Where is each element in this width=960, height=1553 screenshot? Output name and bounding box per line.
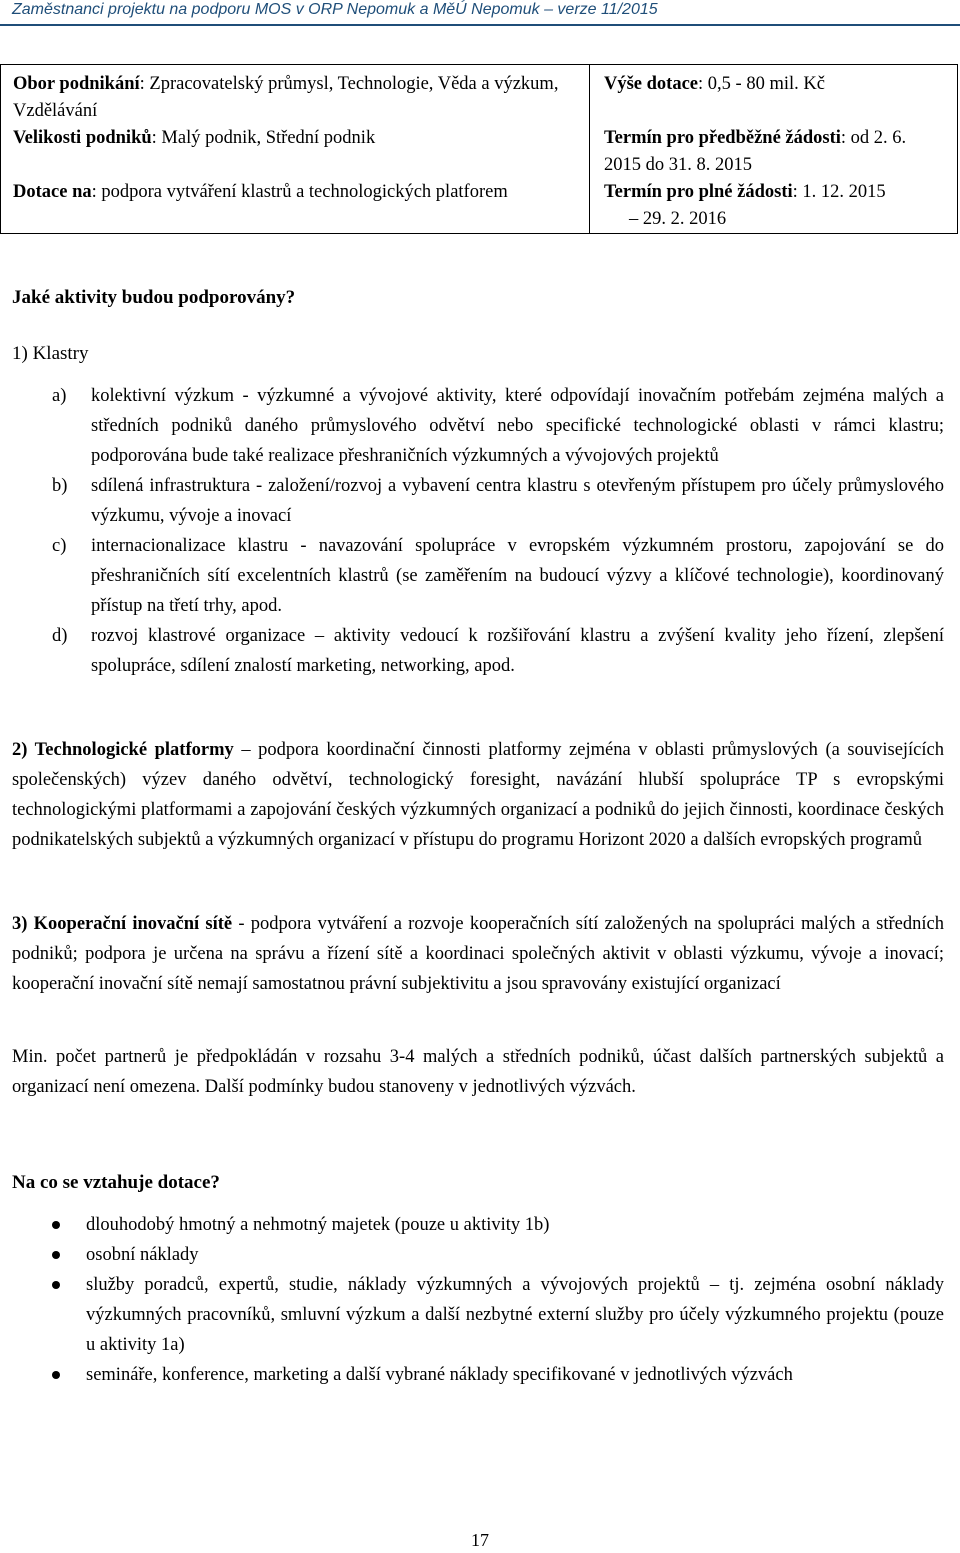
site-paragraph	[12, 909, 944, 999]
list-item-text: kolektivní výzkum - výzkumné a vývojové aktivity, které odpovídají inovačním potřebám zejména malých a středních podniků daného průmyslového odvětví nebo specifické technologické oblasti v rámci klastru; podporována bude také realizace přeshraničních výzkumných a vývojových projektů	[91, 386, 944, 466]
info-velikosti-label: Velikosti podniků	[13, 128, 152, 148]
list-item	[52, 1270, 944, 1360]
info-predbezne-label: Termín pro předběžné žádosti	[604, 128, 841, 148]
page-header-title: Zaměstnanci projektu na podporu MOS v ORP Nepomuk a MěÚ Nepomuk – verze 11/2015	[12, 1, 658, 18]
header-divider	[0, 24, 960, 26]
klastry-list	[52, 381, 944, 681]
info-vyse	[604, 71, 937, 98]
dotace-heading: Na co se vztahuje dotace?	[12, 1172, 220, 1193]
bullet-icon	[52, 1371, 60, 1379]
list-item	[52, 621, 944, 681]
site-text: - podpora vytváření a rozvoje kooperačních sítí založených na spolupráci malých a středních podniků; podpora je určena na správu a řízení sítě a koordinaci společných aktivit v oblasti výzkumu, vývoje a inovací; kooperační inovační sítě nemají samostatnou právní subjektivitu a jsou spravovány existující organizací	[12, 914, 944, 994]
aktivity-heading: Jaké aktivity budou podporovány?	[12, 287, 296, 308]
info-plne-value-end: – 29. 2. 2016	[629, 209, 727, 229]
info-predbezne	[604, 125, 937, 179]
list-item	[52, 1240, 944, 1270]
bullet-icon	[52, 1221, 60, 1229]
platformy-text: – podpora koordinační činnosti platformy zejména v oblasti průmyslových (a souvisejících společenských) výzev daného odvětví, technologický foresight, navázání hlubší spolupráce TP s evropskými technologickými platformami a zapojování českých výzkumných organizací a podniků do jejich činnosti, koordinace českých podnikatelských subjektů a výzkumných organizací v přístupu do programu Horizont 2020 a dalších evropských programů	[12, 740, 944, 850]
list-item-text: služby poradců, expertů, studie, náklady výzkumných a vývojových projektů – tj. zejména osobní náklady výzkumných pracovníků, smluvní výzkum a další nezbytné externí služby pro účely výzkumného projektu (pouze u aktivity 1a)	[86, 1275, 944, 1355]
klastry-heading: 1) Klastry	[12, 343, 89, 364]
list-item-text: dlouhodobý hmotný a nehmotný majetek (pouze u aktivity 1b)	[86, 1215, 550, 1235]
list-item-text: internacionalizace klastru - navazování spolupráce v evropském výzkumném prostoru, zapojování se do přeshraničních sítí excelentních klastrů (se zaměřením na budoucí výzvy a klíčové technologie), koordinovaný přístup na třetí trhy, apod.	[91, 536, 944, 616]
info-dotace-na-value: : podpora vytváření klastrů a technologických platforem	[91, 182, 508, 202]
partneri-paragraph: Min. počet partnerů je předpokládán v rozsahu 3-4 malých a středních podniků, účast dalších partnerských subjektů a organizací není omezena. Další podmínky budou stanoveny v jednotlivých výzvách.	[12, 1047, 944, 1097]
platformy-paragraph	[12, 735, 944, 855]
list-item-text: sdílená infrastruktura - založení/rozvoj a vybavení centra klastru s otevřeným přístupem pro účely průmyslového výzkumu, vývoje a inovací	[91, 476, 944, 526]
info-predbezne-value: : od 2. 6. 2015 do 31. 8. 2015	[604, 128, 907, 175]
info-plne-label: Termín pro plné žádosti	[604, 182, 793, 202]
info-dotace-na	[13, 179, 577, 206]
info-vyse-value: : 0,5 - 80 mil. Kč	[698, 74, 825, 94]
list-item-text: semináře, konference, marketing a další vybrané náklady specifikované v jednotlivých výzvách	[86, 1365, 793, 1385]
list-item	[52, 1360, 944, 1390]
site-title: 3) Kooperační inovační sítě	[12, 914, 233, 934]
bullet-icon	[52, 1251, 60, 1259]
info-plne	[604, 179, 937, 233]
list-item-text: osobní náklady	[86, 1245, 199, 1265]
info-obor-value: : Zpracovatelský průmysl, Technologie, Věda a výzkum, Vzdělávání	[13, 74, 559, 121]
info-left-column	[1, 65, 590, 234]
list-item	[52, 381, 944, 471]
info-right-column	[590, 65, 958, 234]
bullet-icon	[52, 1281, 60, 1289]
list-item-mark: a)	[52, 386, 67, 406]
list-item	[52, 1210, 944, 1240]
info-obor	[13, 71, 577, 125]
list-item	[52, 471, 944, 531]
info-table	[0, 64, 958, 234]
info-velikosti-value: : Malý podnik, Střední podnik	[151, 128, 376, 148]
list-item-mark: c)	[52, 536, 67, 556]
info-vyse-label: Výše dotace	[604, 74, 699, 94]
info-velikosti	[13, 125, 577, 152]
info-obor-label: Obor podnikání	[13, 74, 140, 94]
list-item	[52, 531, 944, 621]
page-number: 17	[471, 1530, 489, 1550]
list-item-mark: b)	[52, 476, 68, 496]
dotace-list	[52, 1210, 944, 1390]
list-item-text: rozvoj klastrové organizace – aktivity vedoucí k rozšiřování klastru a zvýšení kvality jeho řízení, zlepšení spolupráce, sdílení znalostí marketing, networking, apod.	[91, 626, 944, 676]
platformy-title: 2) Technologické platformy	[12, 740, 234, 760]
list-item-mark: d)	[52, 626, 68, 646]
info-plne-value: : 1. 12. 2015	[792, 182, 886, 202]
info-dotace-na-label: Dotace na	[13, 182, 92, 202]
